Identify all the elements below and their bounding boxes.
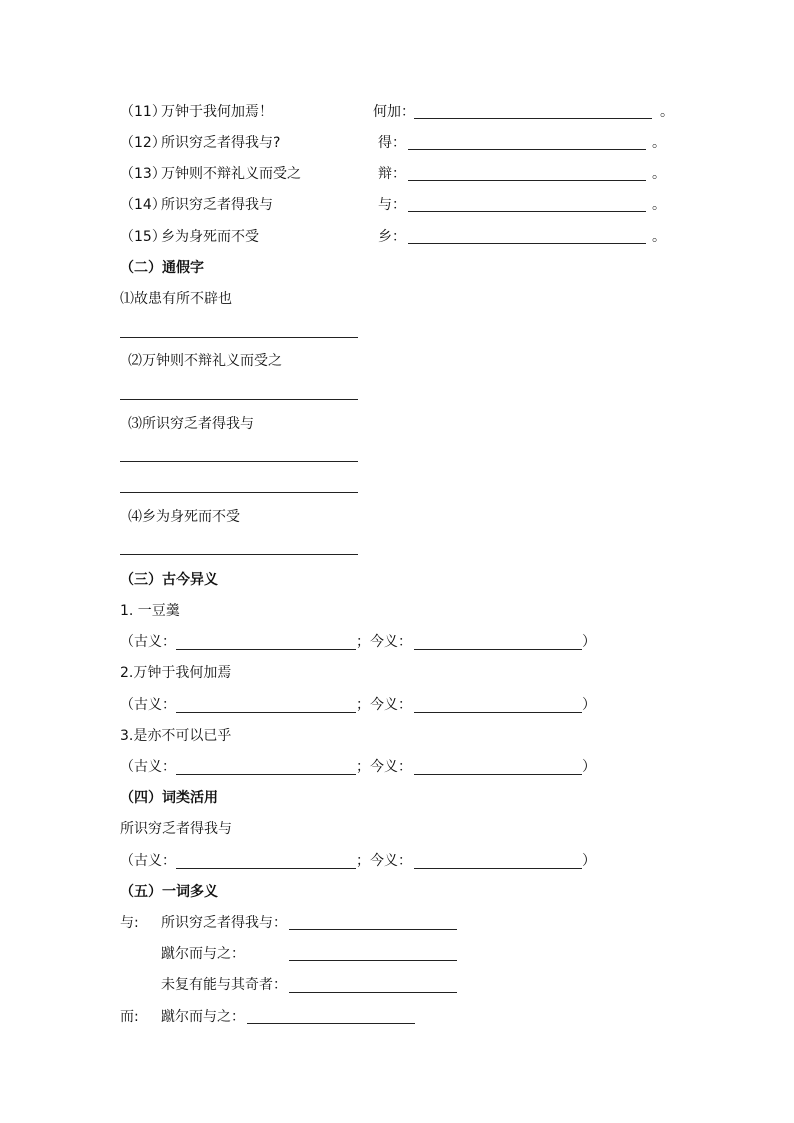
answer-blank[interactable] — [120, 337, 358, 338]
answer-blank[interactable] — [408, 243, 646, 244]
section-heading: （四）词类活用 — [120, 790, 218, 806]
gu-blank[interactable] — [176, 868, 356, 869]
gu-label: （古义： — [120, 853, 176, 869]
item-number: （13） — [120, 166, 166, 182]
question-label: ⑶所识穷乏者得我与 — [128, 416, 254, 432]
item-word: 何加： — [373, 104, 415, 120]
item-word: 与： — [378, 197, 406, 213]
jin-label: ；今义： — [356, 853, 412, 869]
close-paren: ） — [582, 634, 596, 650]
item-sentence: 所识穷乏者得我与? — [161, 135, 281, 151]
question-label: 所识穷乏者得我与 — [120, 821, 232, 837]
item-word: 乡： — [378, 229, 406, 245]
answer-blank[interactable] — [120, 554, 358, 555]
item-end: 。 — [652, 197, 666, 213]
item-word: 辩： — [378, 166, 406, 182]
item-number: （12） — [120, 135, 166, 151]
question-label: ⑴故患有所不辟也 — [120, 291, 232, 307]
answer-blank[interactable] — [414, 118, 652, 119]
item-word: 得： — [378, 135, 406, 151]
answer-blank[interactable] — [120, 492, 358, 493]
section-heading: （五）一词多义 — [120, 884, 218, 900]
item-end: 。 — [660, 104, 674, 120]
answer-blank[interactable] — [289, 960, 457, 961]
question-label: ⑷乡为身死而不受 — [128, 509, 240, 525]
jin-label: ；今义： — [356, 697, 412, 713]
close-paren: ） — [582, 759, 596, 775]
item-number: （15） — [120, 229, 166, 245]
sentence-label: 蹴尔而与之： — [161, 946, 245, 962]
jin-blank[interactable] — [414, 712, 582, 713]
answer-blank[interactable] — [289, 929, 457, 930]
jin-label: ；今义： — [356, 759, 412, 775]
answer-blank[interactable] — [408, 149, 646, 150]
answer-blank[interactable] — [120, 399, 358, 400]
sentence-label: 所识穷乏者得我与： — [161, 915, 287, 931]
answer-blank[interactable] — [289, 992, 457, 993]
item-end: 。 — [652, 166, 666, 182]
gu-blank[interactable] — [176, 712, 356, 713]
answer-blank[interactable] — [247, 1023, 415, 1024]
jin-label: ；今义： — [356, 634, 412, 650]
item-sentence: 万钟则不辩礼义而受之 — [161, 166, 301, 182]
sentence-label: 未复有能与其奇者： — [161, 977, 287, 993]
close-paren: ） — [582, 697, 596, 713]
item-sentence: 所识穷乏者得我与 — [161, 197, 273, 213]
gu-label: （古义： — [120, 697, 176, 713]
answer-blank[interactable] — [408, 211, 646, 212]
question-label: 2.万钟于我何加焉 — [120, 665, 232, 681]
item-number: （11） — [120, 104, 166, 120]
word-label-er: 而: — [120, 1009, 139, 1025]
item-sentence: 万钟于我何加焉！ — [161, 104, 273, 120]
gu-blank[interactable] — [176, 649, 356, 650]
sentence-label: 蹴尔而与之： — [161, 1009, 245, 1025]
item-number: （14） — [120, 197, 166, 213]
item-end: 。 — [652, 229, 666, 245]
jin-blank[interactable] — [414, 649, 582, 650]
question-label: 1. 一豆羹 — [120, 603, 180, 619]
gu-label: （古义： — [120, 634, 176, 650]
jin-blank[interactable] — [414, 868, 582, 869]
section-heading: （二）通假字 — [120, 260, 204, 276]
answer-blank[interactable] — [408, 180, 646, 181]
close-paren: ） — [582, 853, 596, 869]
item-end: 。 — [652, 135, 666, 151]
jin-blank[interactable] — [414, 774, 582, 775]
word-label-yu: 与: — [120, 915, 139, 931]
question-label: ⑵万钟则不辩礼义而受之 — [128, 353, 282, 369]
item-sentence: 乡为身死而不受 — [161, 229, 259, 245]
question-label: 3.是亦不可以已乎 — [120, 728, 232, 744]
gu-blank[interactable] — [176, 774, 356, 775]
gu-label: （古义： — [120, 759, 176, 775]
section-heading: （三）古今异义 — [120, 572, 218, 588]
answer-blank[interactable] — [120, 461, 358, 462]
